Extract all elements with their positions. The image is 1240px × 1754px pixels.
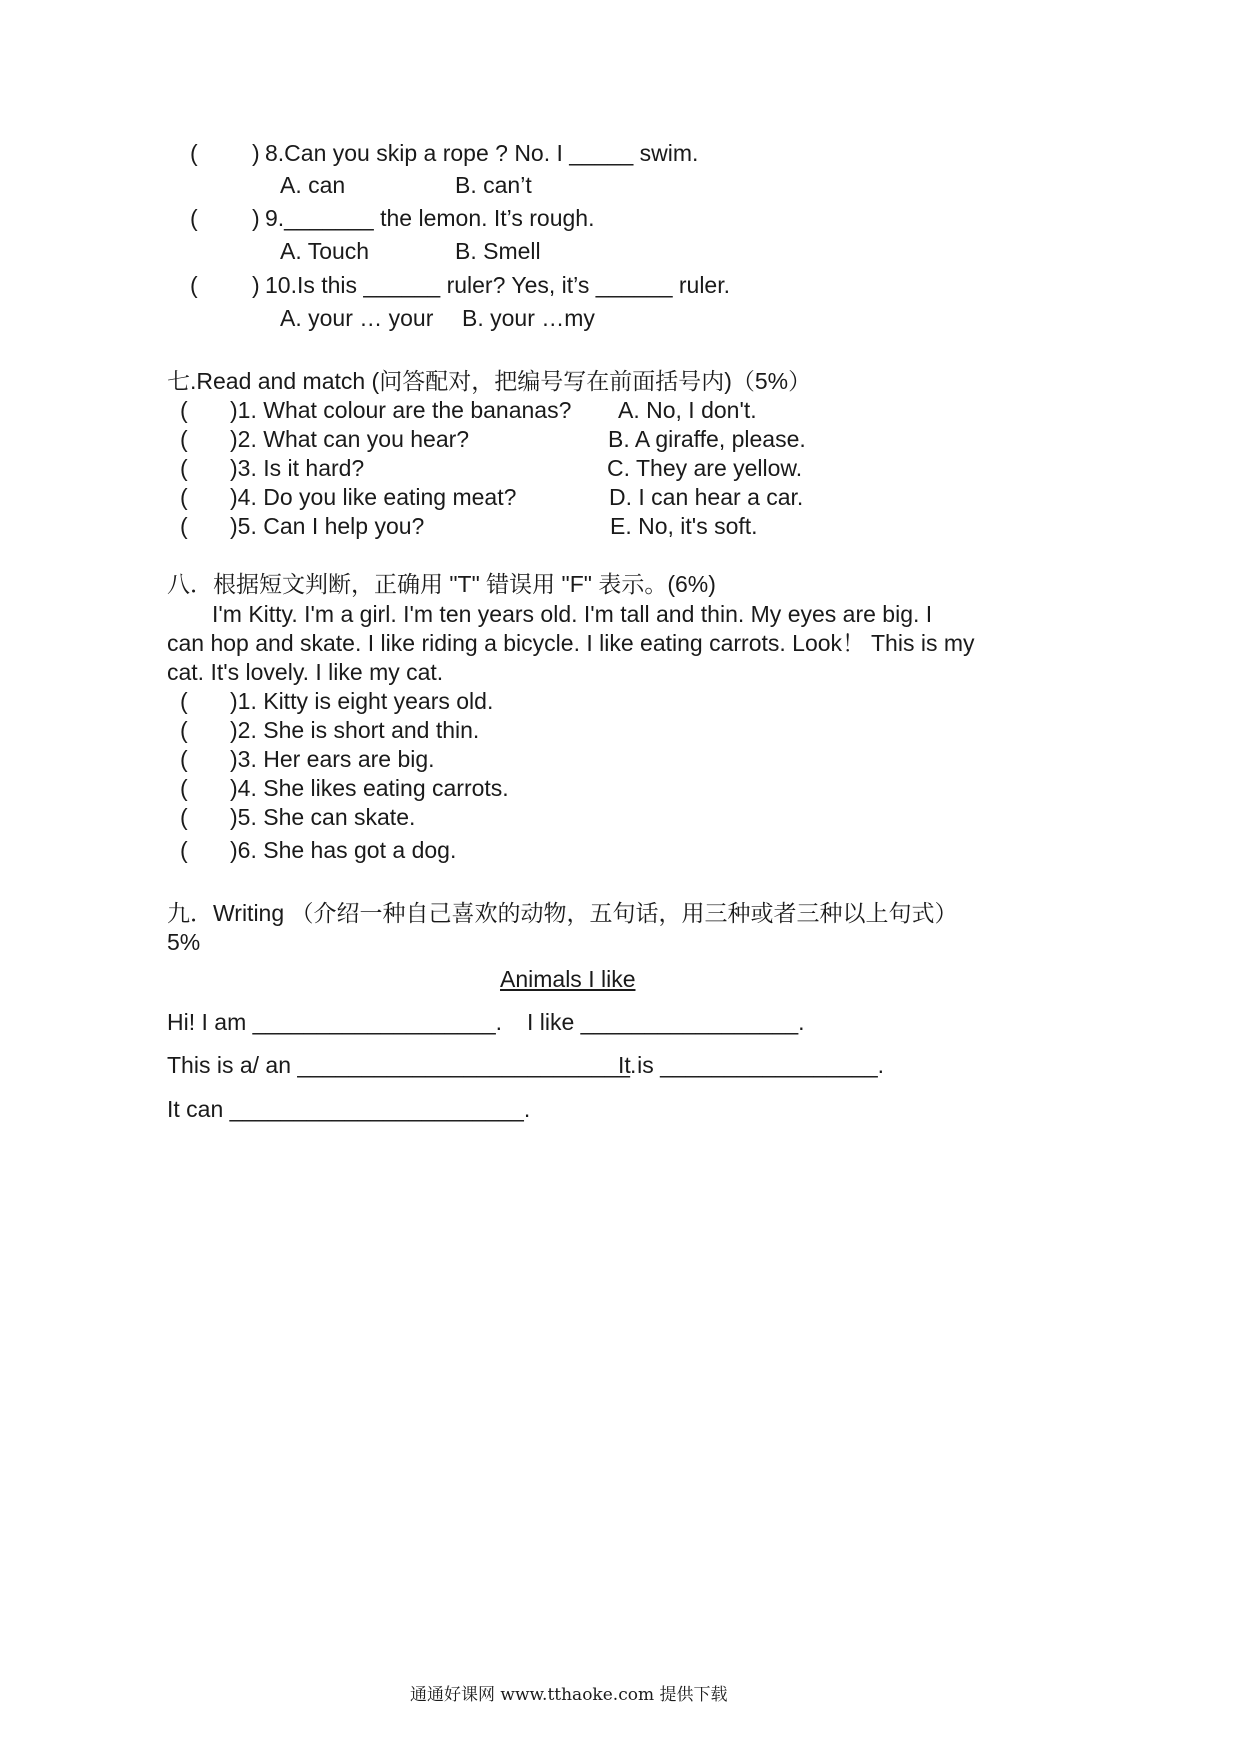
match-question: )4. Do you like eating meat?: [230, 484, 517, 510]
q9-option-b: B. Smell: [455, 238, 541, 264]
match-question: )5. Can I help you?: [230, 513, 425, 539]
match-answer: D. I can hear a car.: [609, 484, 804, 510]
q8-option-a: A. can: [280, 172, 346, 198]
match-answer: C. They are yellow.: [607, 455, 803, 481]
match-answer: B. A giraffe, please.: [608, 426, 806, 452]
tf-paren: (: [180, 837, 188, 863]
tf-paren: (: [180, 746, 188, 772]
q9-text: 9._______ the lemon. It’s rough.: [265, 205, 595, 231]
match-paren: (: [180, 484, 188, 510]
q10-paren-open: (: [190, 272, 198, 298]
tf-paren: (: [180, 688, 188, 714]
tf-statement: )2. She is short and thin.: [230, 717, 480, 743]
tf-paren: (: [180, 804, 188, 830]
q9-paren-open: (: [190, 205, 198, 231]
tf-statement: )6. She has got a dog.: [230, 837, 457, 863]
tf-paren: (: [180, 717, 188, 743]
match-question: )2. What can you hear?: [230, 426, 470, 452]
writing-line: It is _________________.: [618, 1052, 885, 1078]
tf-statement: )3. Her ears are big.: [230, 746, 435, 772]
match-answer: A. No, I don't.: [618, 397, 757, 423]
writing-line: I like _________________.: [527, 1009, 805, 1035]
q8-text: 8.Can you skip a rope ? No. I _____ swim.: [265, 140, 699, 166]
writing-line: It can _______________________.: [167, 1096, 531, 1122]
match-question: )1. What colour are the bananas?: [230, 397, 572, 423]
q10-option-a: A. your … your: [280, 305, 434, 331]
match-paren: (: [180, 397, 188, 423]
passage-line: cat. It's lovely. I like my cat.: [167, 659, 444, 685]
tf-statement: )4. She likes eating carrots.: [230, 775, 509, 801]
section7-heading: 七.Read and match (问答配对，把编号写在前面括号内)（5%）: [167, 368, 812, 394]
tf-paren: (: [180, 775, 188, 801]
passage-line: I'm Kitty. I'm a girl. I'm ten years old. I'm tall and thin. My eyes are big. I: [212, 601, 933, 627]
footer-text: 通通好课网 www.tthaoke.com 提供下载: [410, 1685, 728, 1705]
writing-title: Animals I like: [500, 966, 636, 992]
q10-paren-close: ): [252, 272, 260, 298]
match-question: )3. Is it hard?: [230, 455, 365, 481]
q10-option-b: B. your …my: [462, 305, 595, 331]
section9-percent: 5%: [167, 929, 201, 955]
match-answer: E. No, it's soft.: [610, 513, 758, 539]
q10-text: 10.Is this ______ ruler? Yes, it’s ______ ruler.: [265, 272, 731, 298]
q8-paren-open: (: [190, 140, 198, 166]
writing-line: Hi! I am ___________________.: [167, 1009, 503, 1035]
section9-heading: 九．Writing （介绍一种自己喜欢的动物，五句话，用三种或者三种以上句式）: [167, 900, 958, 926]
tf-statement: )1. Kitty is eight years old.: [230, 688, 494, 714]
tf-statement: )5. She can skate.: [230, 804, 416, 830]
q8-paren-close: ): [252, 140, 260, 166]
q8-option-b: B. can’t: [455, 172, 532, 198]
match-paren: (: [180, 455, 188, 481]
writing-line: This is a/ an __________________________.: [167, 1052, 637, 1078]
q9-option-a: A. Touch: [280, 238, 370, 264]
passage-line: can hop and skate. I like riding a bicycle. I like eating carrots. Look！ This is my: [167, 630, 975, 656]
q9-paren-close: ): [252, 205, 260, 231]
match-paren: (: [180, 426, 188, 452]
match-paren: (: [180, 513, 188, 539]
section8-heading: 八．根据短文判断，正确用 "T" 错误用 "F" 表示。(6%): [167, 571, 716, 597]
